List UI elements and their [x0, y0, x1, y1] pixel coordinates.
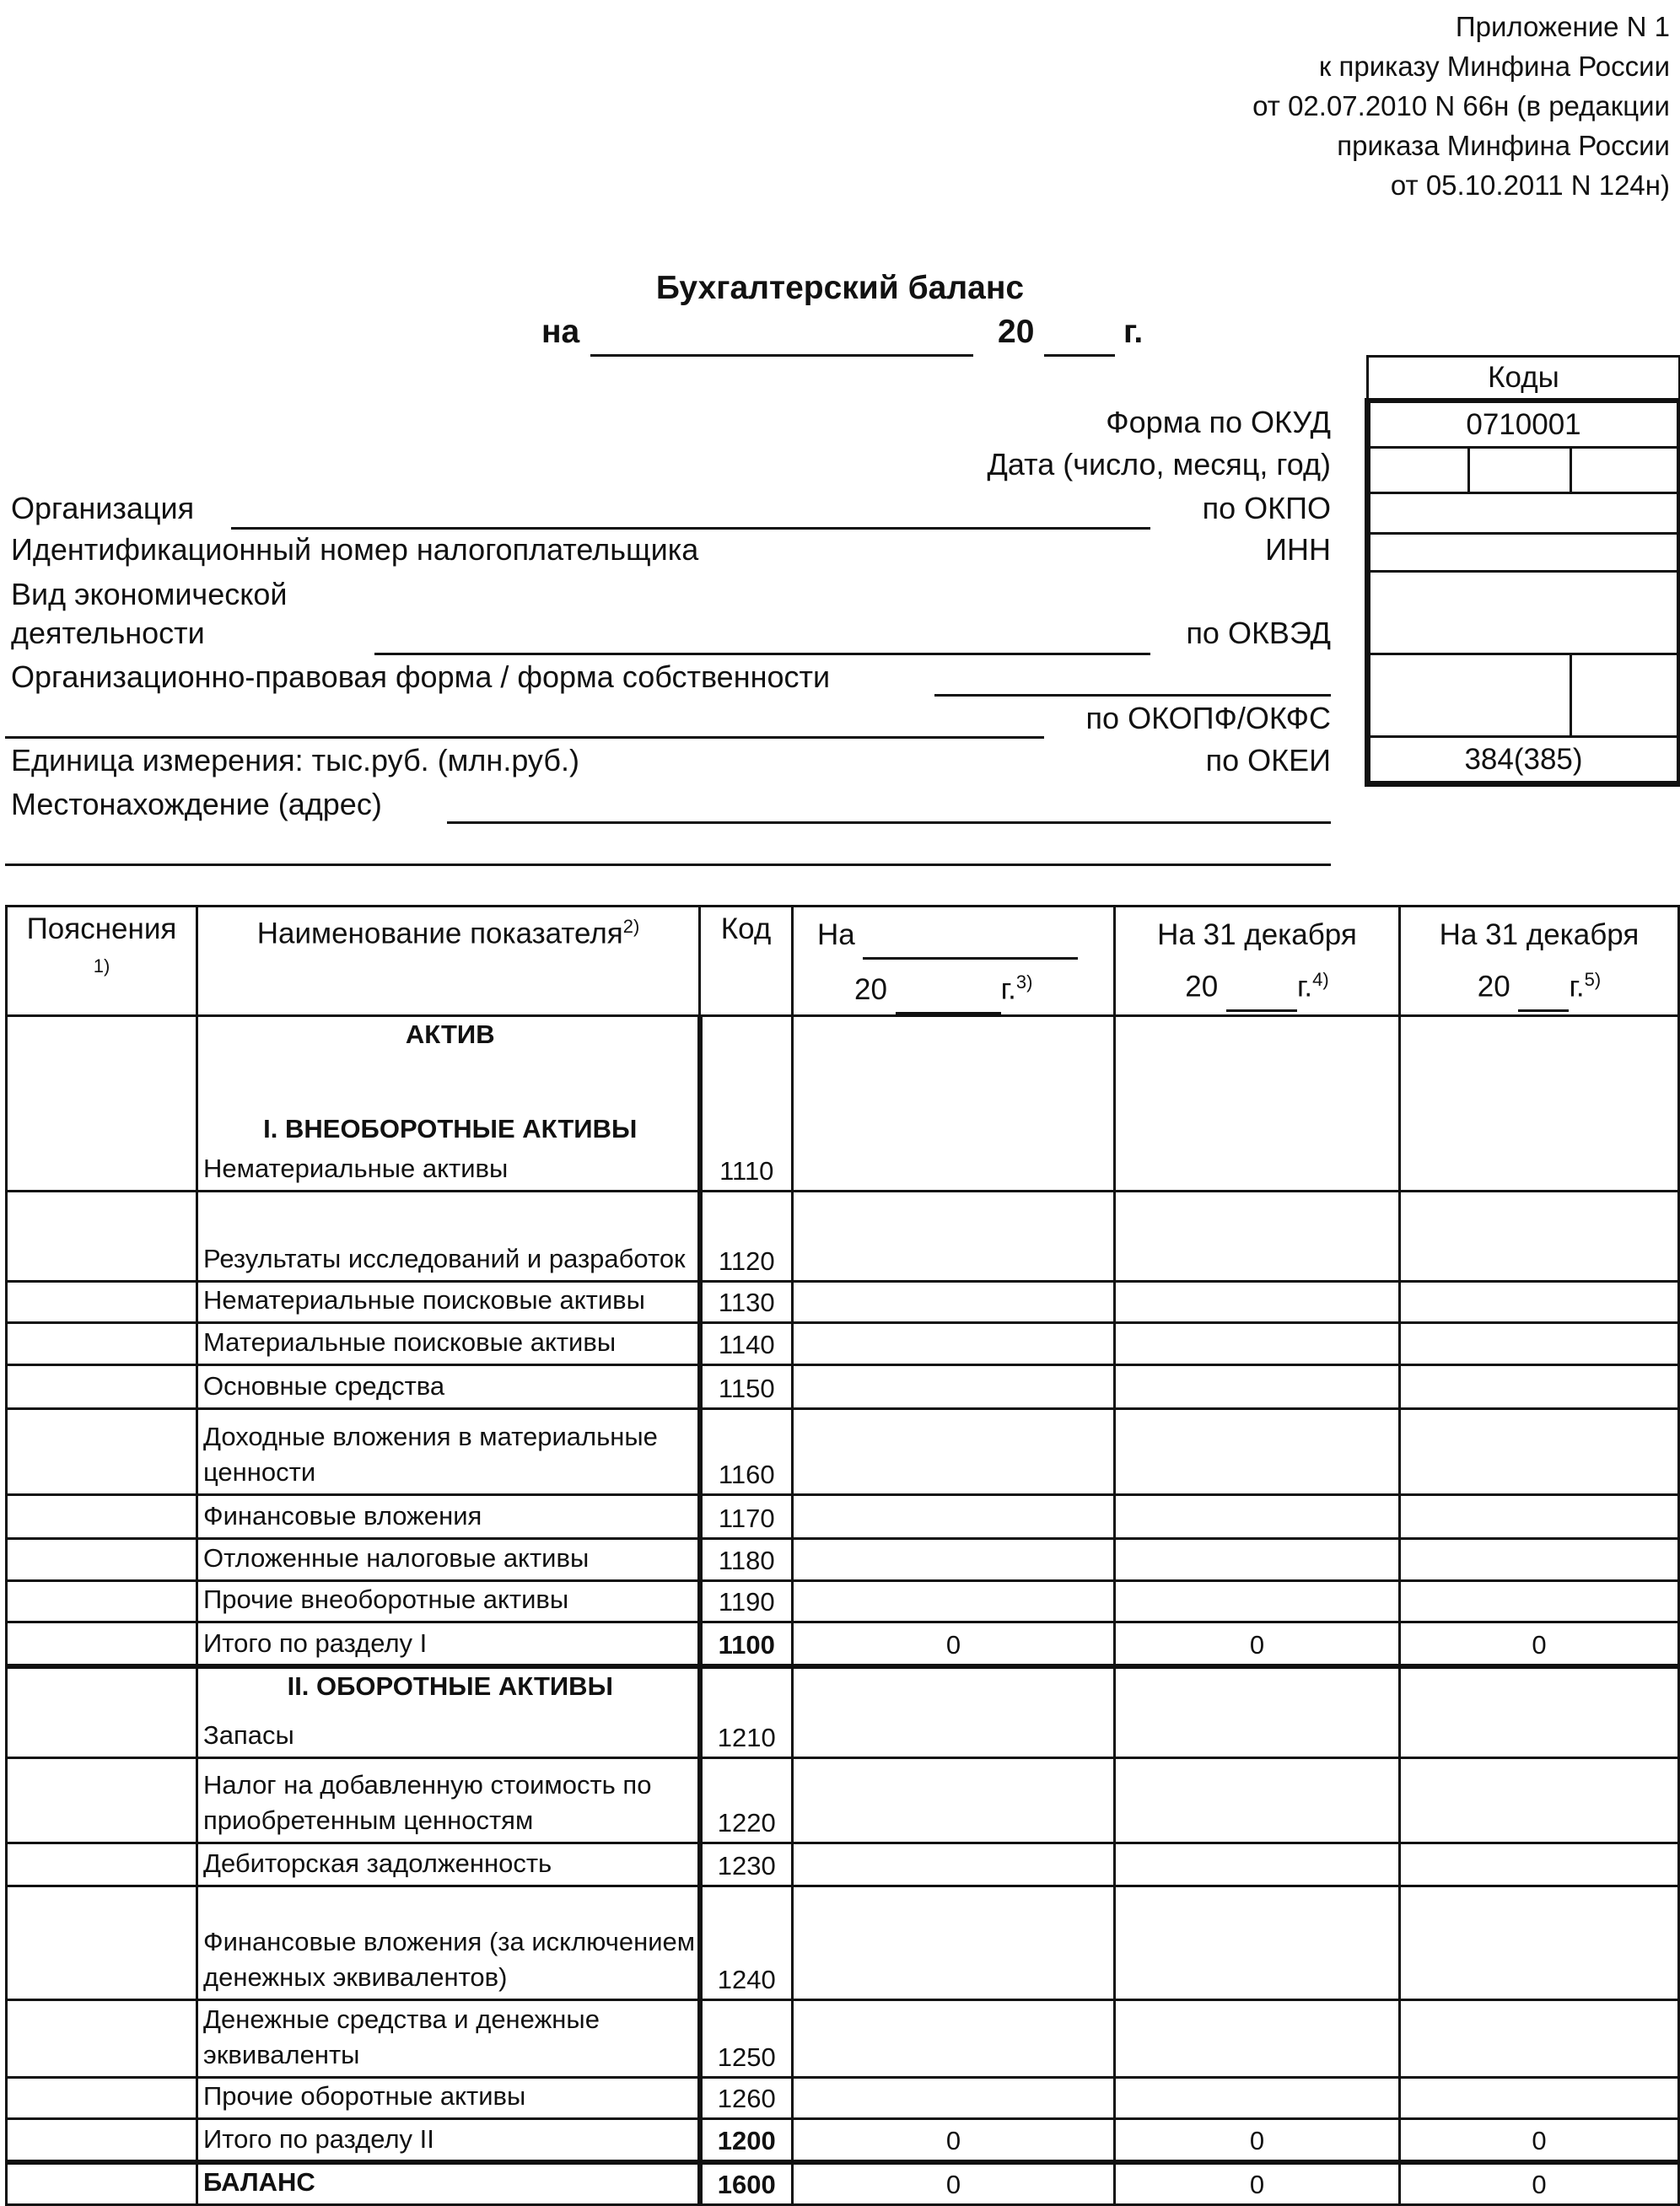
col2-header: На 31 декабря 20 г.$^{4)}$	[1115, 907, 1400, 1016]
value-cell-1[interactable]	[793, 1581, 1115, 1622]
value-cell-2[interactable]	[1115, 1323, 1400, 1365]
value-cell-3[interactable]	[1400, 1843, 1679, 1886]
value-cell-3: 0	[1400, 2162, 1679, 2204]
date-year-cell[interactable]	[1571, 448, 1680, 493]
table-row	[7, 1843, 1679, 1886]
value-cell-3[interactable]	[1400, 1539, 1679, 1581]
activity-field[interactable]	[374, 653, 1150, 655]
date-day-cell[interactable]	[1368, 448, 1469, 493]
value-cell-1[interactable]	[793, 1409, 1115, 1495]
organization-field[interactable]	[231, 527, 1150, 530]
row-code: 1600	[700, 2162, 793, 2204]
notes-cell[interactable]	[7, 1843, 197, 1886]
row-code: 1200	[700, 2118, 793, 2162]
notes-cell[interactable]	[7, 2000, 197, 2078]
row-name: Финансовые вложения	[197, 1495, 700, 1539]
value-cell-1[interactable]	[793, 2078, 1115, 2119]
row-code: 1190	[700, 1581, 793, 1622]
table-row-total	[7, 2118, 1679, 2162]
okei-label: по ОКЕИ	[1205, 743, 1331, 777]
inn-cell[interactable]	[1368, 534, 1680, 572]
value-cell-3[interactable]	[1400, 2000, 1679, 2078]
codes-header: Коды	[1368, 357, 1680, 401]
value-cell-3: 0	[1400, 2118, 1679, 2162]
value-cell-3[interactable]	[1400, 1365, 1679, 1409]
value-cell-3[interactable]	[1400, 1581, 1679, 1622]
okud-value: 0710001	[1368, 401, 1680, 448]
value-cell-2[interactable]	[1115, 1886, 1400, 2000]
row-name: Финансовые вложения (за исключением денежных эквивалентов)	[197, 1886, 700, 2000]
activity-label-line1: Вид экономической	[11, 577, 288, 611]
table-row	[7, 1886, 1679, 2000]
code-header: Код	[700, 907, 793, 1016]
value-cell-1[interactable]	[793, 1758, 1115, 1843]
okved-cell[interactable]	[1368, 572, 1680, 654]
row-code: 1160	[700, 1409, 793, 1495]
notes-cell[interactable]	[7, 1758, 197, 1843]
title-year-field[interactable]	[1044, 354, 1115, 357]
legal-form-field-2[interactable]	[5, 736, 1044, 739]
notes-cell[interactable]	[7, 2162, 197, 2204]
value-cell-2[interactable]	[1115, 1015, 1400, 1192]
unit-label: Единица измерения: тыс.руб. (млн.руб.)	[11, 743, 579, 777]
section-noncurrent: I. ВНЕОБОРОТНЫЕ АКТИВЫ	[263, 1113, 638, 1143]
value-cell-1: 0	[793, 2162, 1115, 2204]
table-row	[7, 1495, 1679, 1539]
okpo-label: по ОКПО	[1202, 491, 1331, 525]
notes-cell[interactable]	[7, 1581, 197, 1622]
value-cell-3[interactable]	[1400, 1282, 1679, 1323]
value-cell-1[interactable]	[793, 2000, 1115, 2078]
row-code: 1120	[700, 1192, 793, 1282]
value-cell-3[interactable]	[1400, 1886, 1679, 2000]
table-row	[7, 1666, 1679, 1757]
approval-line: к приказу Минфина России	[1318, 51, 1670, 82]
notes-header: Пояснения 1)	[7, 907, 197, 1016]
table-row	[7, 1409, 1679, 1495]
value-cell-3[interactable]	[1400, 1666, 1679, 1757]
date-month-cell[interactable]	[1469, 448, 1571, 493]
value-cell-2[interactable]	[1115, 2078, 1400, 2119]
table-row	[7, 2000, 1679, 2078]
col1-header: На 20 г.$^{3)}$	[793, 907, 1115, 1016]
value-cell-3[interactable]	[1400, 1758, 1679, 1843]
notes-cell[interactable]	[7, 1409, 197, 1495]
table-row	[7, 1539, 1679, 1581]
row-code: 1100	[700, 1622, 793, 1666]
value-cell-3: 0	[1400, 1622, 1679, 1666]
approval-line: от 05.10.2011 N 124н)	[1390, 169, 1670, 201]
row-name: Прочие оборотные активы	[197, 2078, 700, 2119]
section-assets: АКТИВ	[405, 1019, 495, 1049]
table-row	[7, 1323, 1679, 1365]
approval-line: Приложение N 1	[1455, 11, 1670, 42]
table-header-row	[7, 907, 1679, 1016]
value-cell-1[interactable]	[793, 1666, 1115, 1757]
row-name: Результаты исследований и разработок	[197, 1192, 700, 1282]
row-code: 1110	[700, 1015, 793, 1192]
value-cell-2[interactable]	[1115, 1539, 1400, 1581]
row-code: 1130	[700, 1282, 793, 1323]
okpo-cell[interactable]	[1368, 493, 1680, 534]
value-cell-3[interactable]	[1400, 1495, 1679, 1539]
title-year-prefix: 20	[998, 314, 1035, 350]
value-cell-1: 0	[793, 1622, 1115, 1666]
value-cell-2[interactable]	[1115, 1758, 1400, 1843]
value-cell-2[interactable]	[1115, 1192, 1400, 1282]
row-name: Дебиторская задолженность	[197, 1843, 700, 1886]
value-cell-2[interactable]	[1115, 2000, 1400, 2078]
row-name: Итого по разделу II	[197, 2118, 700, 2162]
value-cell-1[interactable]	[793, 1365, 1115, 1409]
approval-line: приказа Минфина России	[1337, 130, 1670, 161]
value-cell-2: 0	[1115, 1622, 1400, 1666]
notes-cell[interactable]	[7, 2078, 197, 2119]
value-cell-1[interactable]	[793, 1539, 1115, 1581]
table-row-balance	[7, 2162, 1679, 2204]
notes-cell[interactable]	[7, 1365, 197, 1409]
table-row	[7, 1192, 1679, 1282]
okved-label: по ОКВЭД	[1186, 616, 1331, 650]
table-row	[7, 1282, 1679, 1323]
row-name: Налог на добавленную стоимость по приобретенным ценностям	[197, 1758, 700, 1843]
row-name: Денежные средства и денежные эквиваленты	[197, 2000, 700, 2078]
address-field-2[interactable]	[5, 864, 1331, 866]
notes-cell[interactable]	[7, 1666, 197, 1757]
notes-cell[interactable]	[7, 1015, 197, 1192]
value-cell-2[interactable]	[1115, 1495, 1400, 1539]
value-cell-1[interactable]	[793, 1843, 1115, 1886]
table-row	[7, 1758, 1679, 1843]
value-cell-2: 0	[1115, 2118, 1400, 2162]
value-cell-3[interactable]	[1400, 1015, 1679, 1192]
notes-cell[interactable]	[7, 1495, 197, 1539]
value-cell-3[interactable]	[1400, 1323, 1679, 1365]
address-label: Местонахождение (адрес)	[11, 787, 382, 821]
title-date-prefix: на	[541, 314, 580, 350]
row-name: БАЛАНС	[197, 2162, 700, 2204]
row-code: 1260	[700, 2078, 793, 2119]
value-cell-2[interactable]	[1115, 1666, 1400, 1757]
row-code: 1250	[700, 2000, 793, 2078]
inn-label: ИНН	[1265, 532, 1331, 567]
title-date-suffix: г.	[1123, 314, 1144, 350]
table-row	[7, 1015, 1679, 1192]
okei-value: 384(385)	[1368, 737, 1680, 784]
name-header: Наименование показателя$^{2)}$	[197, 907, 700, 1016]
notes-cell[interactable]	[7, 1323, 197, 1365]
notes-cell[interactable]	[7, 1192, 197, 1282]
value-cell-1[interactable]	[793, 1886, 1115, 2000]
value-cell-2[interactable]	[1115, 1409, 1400, 1495]
row-name: Нематериальные поисковые активы	[197, 1282, 700, 1323]
row-code: 1180	[700, 1539, 793, 1581]
value-cell-3[interactable]	[1400, 1409, 1679, 1495]
value-cell-1[interactable]	[793, 1015, 1115, 1192]
value-cell-2[interactable]	[1115, 1282, 1400, 1323]
approval-line: от 02.07.2010 N 66н (в редакции	[1252, 90, 1670, 121]
value-cell-2: 0	[1115, 2162, 1400, 2204]
legal-form-label: Организационно-правовая форма / форма собственности	[11, 659, 831, 694]
value-cell-1[interactable]	[793, 1495, 1115, 1539]
inn-field-label: Идентификационный номер налогоплательщика	[11, 532, 699, 567]
row-code: 1240	[700, 1886, 793, 2000]
section-current: II. ОБОРОТНЫЕ АКТИВЫ	[287, 1671, 613, 1702]
value-cell-1[interactable]	[793, 1282, 1115, 1323]
okud-label: Форма по ОКУД	[1106, 405, 1331, 439]
row-name: Доходные вложения в материальные ценности	[197, 1409, 700, 1495]
row-name: Основные средства	[197, 1365, 700, 1409]
address-field[interactable]	[447, 821, 1331, 824]
value-cell-3[interactable]	[1400, 2078, 1679, 2119]
table-row	[7, 2078, 1679, 2119]
table-row	[7, 1581, 1679, 1622]
document-title: Бухгалтерский баланс	[655, 270, 1025, 306]
okopf-cell[interactable]	[1368, 654, 1571, 737]
value-cell-1[interactable]	[793, 1323, 1115, 1365]
row-code: 1150	[700, 1365, 793, 1409]
value-cell-2[interactable]	[1115, 1365, 1400, 1409]
organization-label: Организация	[11, 491, 195, 525]
row-name: Прочие внеоборотные активы	[197, 1581, 700, 1622]
table-row-total	[7, 1622, 1679, 1666]
legal-form-field[interactable]	[934, 694, 1331, 697]
table-row	[7, 1365, 1679, 1409]
date-label: Дата (число, месяц, год)	[987, 447, 1331, 482]
okopf-label: по ОКОПФ/ОКФС	[1085, 701, 1331, 735]
row-code: 1220	[700, 1758, 793, 1843]
row-code: 1210	[700, 1666, 793, 1757]
row-code: 1230	[700, 1843, 793, 1886]
notes-cell[interactable]	[7, 1886, 197, 2000]
activity-label-line2: деятельности	[11, 616, 205, 650]
notes-cell[interactable]	[7, 1539, 197, 1581]
notes-cell[interactable]	[7, 2118, 197, 2162]
approval-block	[911, 7, 1670, 205]
col3-header: На 31 декабря 20 г.$^{5)}$	[1400, 907, 1679, 1016]
row-name: Итого по разделу I	[197, 1622, 700, 1666]
codes-table	[1365, 355, 1680, 787]
row-name: АКТИВ I. ВНЕОБОРОТНЫЕ АКТИВЫ Нематериальные активы	[197, 1015, 700, 1192]
value-cell-2[interactable]	[1115, 1581, 1400, 1622]
value-cell-1[interactable]	[793, 1192, 1115, 1282]
okfs-cell[interactable]	[1571, 654, 1680, 737]
value-cell-2[interactable]	[1115, 1843, 1400, 1886]
row-name: Отложенные налоговые активы	[197, 1539, 700, 1581]
title-date-field[interactable]	[590, 354, 973, 357]
row-code: 1170	[700, 1495, 793, 1539]
row-name: Материальные поисковые активы	[197, 1323, 700, 1365]
value-cell-1: 0	[793, 2118, 1115, 2162]
notes-cell[interactable]	[7, 1622, 197, 1666]
balance-table	[5, 905, 1680, 2206]
row-code: 1140	[700, 1323, 793, 1365]
value-cell-3[interactable]	[1400, 1192, 1679, 1282]
notes-cell[interactable]	[7, 1282, 197, 1323]
row-name: II. ОБОРОТНЫЕ АКТИВЫ Запасы	[197, 1666, 700, 1757]
